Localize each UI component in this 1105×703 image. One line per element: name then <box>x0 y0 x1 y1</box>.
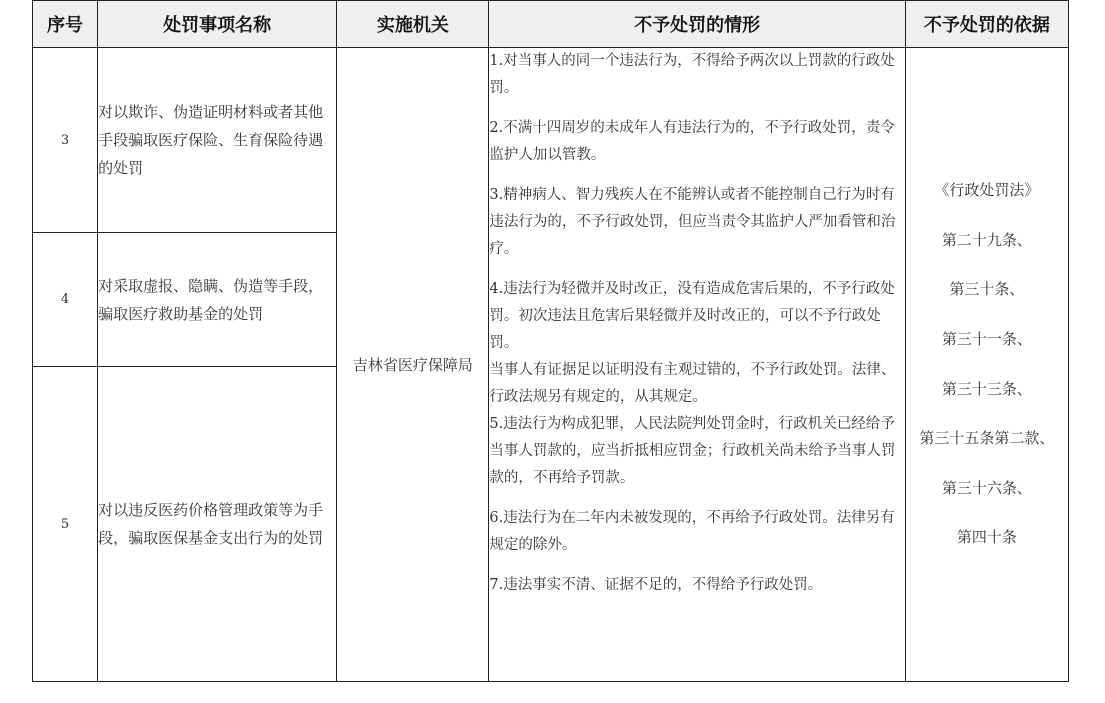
basis-line: 《行政处罚法》 <box>934 181 1040 200</box>
row-item-name: 对采取虚报、隐瞒、伪造等手段，骗取医疗救助基金的处罚 <box>98 233 337 367</box>
header-row <box>33 1 1069 48</box>
condition-item: 3.精神病人、智力残疾人在不能辨认或者不能控制自己行为时有违法行为的，不予行政处罚，但应当责令其监护人严加看管和治疗。 <box>489 187 896 257</box>
condition-item: 1.对当事人的同一个违法行为，不得给予两次以上罚款的行政处罚。 <box>489 53 895 96</box>
penalty-exemption-table <box>32 0 1069 682</box>
basis-line: 第四十条 <box>956 528 1017 547</box>
condition-item: 当事人有证据足以证明没有主观过错的，不予行政处罚。法律、行政法规另有规定的，从其规定。 <box>489 362 896 405</box>
basis-line: 第二十九条、 <box>941 230 1032 249</box>
row-seq: 5 <box>33 367 98 682</box>
conditions-cell <box>489 48 905 682</box>
row-seq: 4 <box>33 233 98 367</box>
basis-line: 第三十一条、 <box>941 329 1032 348</box>
header-basis: 不予处罚的依据 <box>905 1 1068 48</box>
condition-item: 7.违法事实不清、证据不足的，不得给予行政处罚。 <box>489 577 823 593</box>
condition-item: 6.违法行为在二年内未被发现的，不再给予行政处罚。法律另有规定的除外。 <box>489 510 895 553</box>
basis-line: 第三十条、 <box>949 280 1025 299</box>
basis-cell <box>905 48 1068 682</box>
basis-line: 第三十六条、 <box>941 478 1032 497</box>
condition-item: 2.不满十四周岁的未成年人有违法行为的，不予行政处罚，责令监护人加以管教。 <box>489 120 895 163</box>
agency-cell: 吉林省医疗保障局 <box>337 48 489 682</box>
row-item-name: 对以违反医药价格管理政策等为手段，骗取医保基金支出行为的处罚 <box>98 367 337 682</box>
basis-line: 第三十五条第二款、 <box>919 429 1055 448</box>
basis-line: 第三十三条、 <box>941 379 1032 398</box>
row-item-name: 对以欺诈、伪造证明材料或者其他手段骗取医疗保险、生育保险待遇的处罚 <box>98 48 337 233</box>
header-agency: 实施机关 <box>337 1 489 48</box>
condition-item: 5.违法行为构成犯罪，人民法院判处罚金时，行政机关已经给予当事人罚款的，应当折抵相应罚金；行政机关尚未给予当事人罚款的，不再给予罚款。 <box>489 416 896 486</box>
condition-item: 4.违法行为轻微并及时改正，没有造成危害后果的，不予行政处罚。初次违法且危害后果轻微并及时改正的，可以不予行政处罚。 <box>489 281 895 351</box>
header-item-name: 处罚事项名称 <box>98 1 337 48</box>
table-row <box>33 48 1069 233</box>
row-seq: 3 <box>33 48 98 233</box>
header-conditions: 不予处罚的情形 <box>489 1 905 48</box>
header-seq: 序号 <box>33 1 98 48</box>
